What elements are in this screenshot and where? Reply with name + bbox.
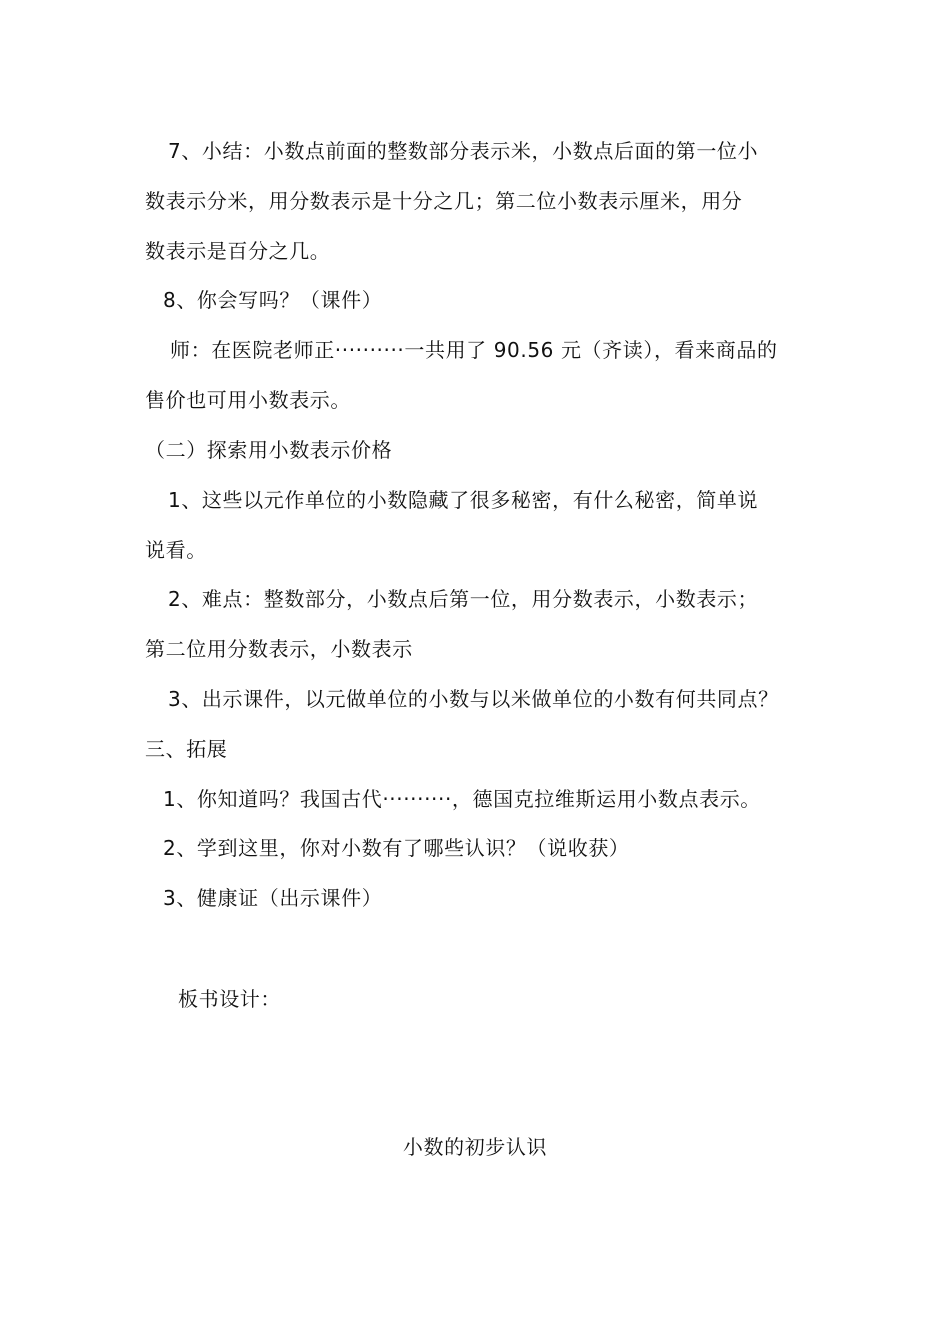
- explore-item-2-line-2: 第二位用分数表示，小数表示: [145, 637, 413, 661]
- explore-item-3: 3、出示课件，以元做单位的小数与以米做单位的小数有何共同点？: [168, 687, 779, 711]
- extension-item-3: 3、健康证（出示课件）: [163, 886, 383, 910]
- teacher-line-1: 师：在医院老师正··········一共用了 90.56 元（齐读），看来商品的: [170, 338, 778, 362]
- paragraph-summary-line-3: 数表示是百分之几。: [145, 239, 331, 263]
- board-design-label: 板书设计：: [178, 987, 281, 1011]
- item-can-you-write: 8、你会写吗？（课件）: [163, 288, 383, 312]
- explore-item-1-line-1: 1、这些以元作单位的小数隐藏了很多秘密，有什么秘密，简单说: [168, 488, 759, 512]
- paragraph-summary-line-2: 数表示分米，用分数表示是十分之几；第二位小数表示厘米，用分: [145, 189, 743, 213]
- paragraph-summary-line-1: 7、小结：小数点前面的整数部分表示米，小数点后面的第一位小: [168, 139, 759, 163]
- section-heading-explore: （二）探索用小数表示价格: [145, 438, 393, 462]
- explore-item-2-line-1: 2、难点：整数部分，小数点后第一位，用分数表示，小数表示；: [168, 587, 759, 611]
- board-title: 小数的初步认识: [402, 1135, 548, 1159]
- explore-item-1-line-2: 说看。: [145, 538, 207, 562]
- section-heading-extension: 三、拓展: [145, 737, 228, 761]
- extension-item-1: 1、你知道吗？我国古代··········，德国克拉维斯运用小数点表示。: [163, 787, 761, 811]
- extension-item-2: 2、学到这里，你对小数有了哪些认识？（说收获）: [163, 836, 630, 860]
- teacher-line-2: 售价也可用小数表示。: [145, 388, 351, 412]
